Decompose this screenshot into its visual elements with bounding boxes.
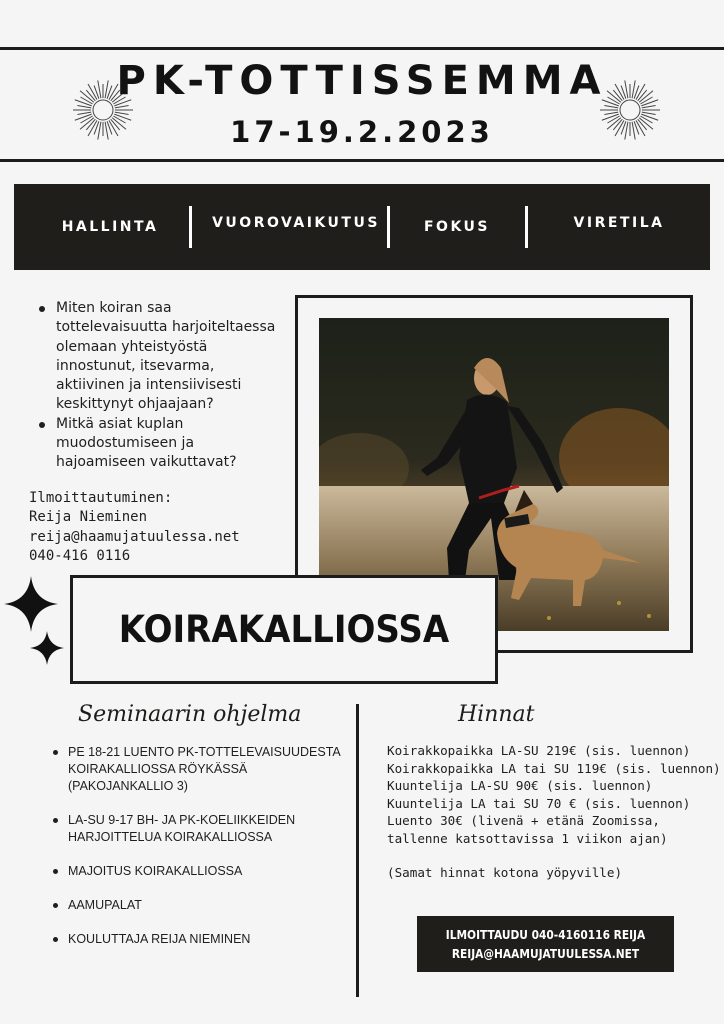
program-list <box>50 744 350 965</box>
program-item: PE 18-21 LUENTO PK-TOTTELEVAISUUDESTA KOIRAKALLIOSSA RÖYKÄSSÄ (PAKOJANKALLIO 3) <box>50 744 350 795</box>
price-line: Kuuntelija LA-SU 90€ (sis. luennon) <box>387 778 653 793</box>
page-title: PK-TOTTISSEMMA <box>116 58 608 104</box>
register-button-line1: ILMOITTAUDU 040-4160116 REIJA <box>445 927 646 942</box>
topic-vuorovaikutus: VUOROVAIKUTUS <box>212 215 380 231</box>
topic-viretila: VIRETILA <box>573 215 665 231</box>
contact-heading: Ilmoittautuminen: <box>29 490 173 506</box>
prices-heading: Hinnat <box>458 702 535 727</box>
topic-divider <box>387 206 390 248</box>
topics-bar <box>14 184 710 270</box>
topic-divider <box>525 206 528 248</box>
header-top-rule <box>0 47 724 50</box>
header-bottom-rule <box>0 159 724 162</box>
event-date: 17-19.2.2023 <box>230 115 494 149</box>
location-banner <box>70 575 498 684</box>
sparkle-small-icon <box>30 631 64 665</box>
price-line: Koirakkopaikka LA-SU 219€ (sis. luennon) <box>387 743 691 758</box>
question-item: Miten koiran saa tottelevaisuutta harjoiteltaessa olemaan yhteistyöstä innostunut, itsevarma, aktiivinen ja intensiivisesti keskittynyt ohjaajaan? <box>36 299 286 415</box>
topic-fokus: FOKUS <box>423 219 491 235</box>
price-line: Luento 30€ (livenä + etänä Zoomissa, <box>387 813 660 828</box>
contact-email[interactable]: reija@haamujatuulessa.net <box>29 528 240 545</box>
contact-phone[interactable]: 040-416 0116 <box>29 547 131 564</box>
register-button-line2: REIJA@HAAMUJATUULESSA.NET <box>451 946 640 961</box>
price-list <box>387 742 721 882</box>
contact-name: Reija Nieminen <box>29 509 148 526</box>
program-heading: Seminaarin ohjelma <box>78 702 302 727</box>
location-title: KOIRAKALLIOSSA <box>118 608 450 651</box>
question-list <box>36 299 286 473</box>
price-note: (Samat hinnat kotona yöpyville) <box>387 865 623 880</box>
topic-hallinta: HALLINTA <box>61 219 159 235</box>
question-item: Mitkä asiat kuplan muodostumiseen ja hajoamiseen vaikuttavat? <box>36 415 286 473</box>
price-line: Koirakkopaikka LA tai SU 119€ (sis. luennon) <box>387 760 721 776</box>
topic-divider <box>189 206 192 248</box>
program-item: MAJOITUS KOIRAKALLIOSSA <box>50 863 350 880</box>
program-item: KOULUTTAJA REIJA NIEMINEN <box>50 931 350 948</box>
sparkle-large-icon <box>4 576 58 632</box>
registration-contact <box>29 489 279 566</box>
register-button[interactable] <box>417 916 674 972</box>
program-item: AAMUPALAT <box>50 897 350 914</box>
price-line: tallenne katsottavissa 1 viikon ajan) <box>387 830 668 846</box>
price-line: Kuuntelija LA tai SU 70 € (sis. luennon) <box>387 795 691 811</box>
section-divider <box>356 704 359 997</box>
program-item: LA-SU 9-17 BH- JA PK-KOELIIKKEIDEN HARJOITTELUA KOIRAKALLIOSSA <box>50 812 350 846</box>
